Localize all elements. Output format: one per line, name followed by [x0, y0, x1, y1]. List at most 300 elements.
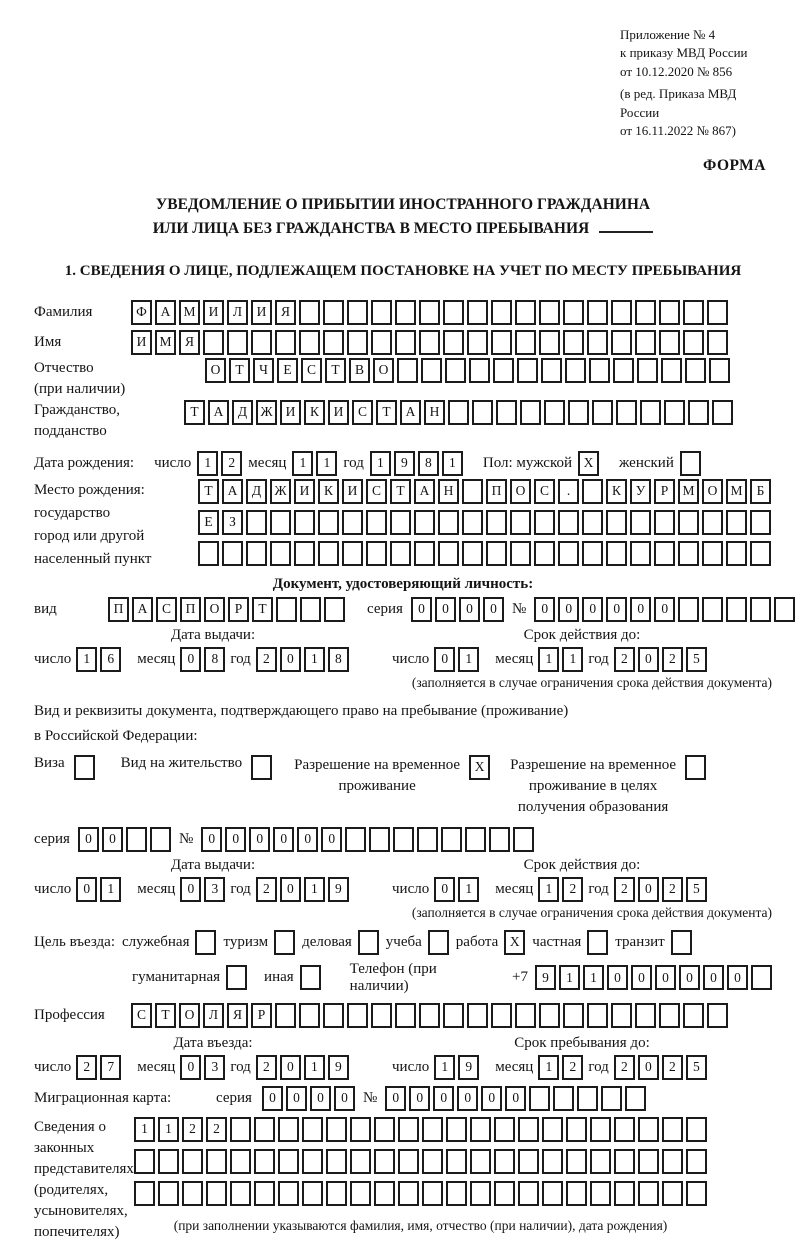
char-cell[interactable]: Т [198, 479, 219, 504]
char-cell[interactable] [726, 597, 747, 622]
char-cell[interactable] [517, 358, 538, 383]
char-cell[interactable] [246, 510, 267, 535]
char-cell[interactable] [565, 358, 586, 383]
char-cell[interactable] [635, 1003, 656, 1028]
char-cell[interactable] [685, 358, 706, 383]
char-cell[interactable] [491, 330, 512, 355]
char-cell[interactable] [577, 1086, 598, 1111]
char-cell[interactable]: 6 [100, 647, 121, 672]
char-cell[interactable]: 0 [435, 597, 456, 622]
char-cell[interactable] [158, 1181, 179, 1206]
char-cell[interactable]: С [366, 479, 387, 504]
char-cell[interactable]: . [558, 479, 579, 504]
char-cell[interactable] [661, 358, 682, 383]
char-cell[interactable]: 1 [434, 1055, 455, 1080]
purpose-commercial-checkbox[interactable] [358, 930, 379, 955]
char-cell[interactable] [707, 300, 728, 325]
char-cell[interactable] [678, 597, 699, 622]
char-cell[interactable]: Ж [270, 479, 291, 504]
char-cell[interactable] [539, 1003, 560, 1028]
char-cell[interactable]: 0 [411, 597, 432, 622]
char-cell[interactable] [299, 1003, 320, 1028]
char-cell[interactable] [398, 1117, 419, 1142]
char-cell[interactable] [323, 300, 344, 325]
char-cell[interactable]: Т [390, 479, 411, 504]
char-cell[interactable]: 0 [654, 597, 675, 622]
char-cell[interactable]: 1 [458, 877, 479, 902]
char-cell[interactable]: С [534, 479, 555, 504]
char-cell[interactable] [563, 330, 584, 355]
char-cell[interactable] [491, 1003, 512, 1028]
char-cell[interactable] [709, 358, 730, 383]
char-cell[interactable]: 0 [102, 827, 123, 852]
char-cell[interactable]: 0 [280, 647, 301, 672]
char-cell[interactable]: И [342, 479, 363, 504]
char-cell[interactable] [443, 330, 464, 355]
char-cell[interactable] [441, 827, 462, 852]
char-cell[interactable]: 0 [180, 1055, 201, 1080]
char-cell[interactable]: В [349, 358, 370, 383]
char-cell[interactable]: П [180, 597, 201, 622]
char-cell[interactable] [683, 1003, 704, 1028]
purpose-business-checkbox[interactable] [195, 930, 216, 955]
char-cell[interactable]: 0 [433, 1086, 454, 1111]
char-cell[interactable] [419, 1003, 440, 1028]
char-cell[interactable] [374, 1181, 395, 1206]
char-cell[interactable] [683, 300, 704, 325]
char-cell[interactable] [275, 330, 296, 355]
char-cell[interactable] [462, 510, 483, 535]
char-cell[interactable]: Д [232, 400, 253, 425]
char-cell[interactable]: Т [325, 358, 346, 383]
char-cell[interactable] [566, 1181, 587, 1206]
char-cell[interactable]: 1 [538, 877, 559, 902]
char-cell[interactable]: И [251, 300, 272, 325]
char-cell[interactable]: 0 [679, 965, 700, 990]
char-cell[interactable]: Е [198, 510, 219, 535]
char-cell[interactable] [299, 330, 320, 355]
char-cell[interactable] [323, 330, 344, 355]
char-cell[interactable]: 8 [204, 647, 225, 672]
char-cell[interactable] [750, 541, 771, 566]
char-cell[interactable] [630, 510, 651, 535]
char-cell[interactable] [371, 330, 392, 355]
char-cell[interactable] [582, 510, 603, 535]
char-cell[interactable] [302, 1149, 323, 1174]
char-cell[interactable]: Я [179, 330, 200, 355]
char-cell[interactable] [750, 597, 771, 622]
char-cell[interactable] [640, 400, 661, 425]
char-cell[interactable] [227, 330, 248, 355]
char-cell[interactable]: 1 [304, 1055, 325, 1080]
char-cell[interactable]: 0 [201, 827, 222, 852]
char-cell[interactable]: 0 [630, 597, 651, 622]
char-cell[interactable] [712, 400, 733, 425]
char-cell[interactable] [486, 510, 507, 535]
char-cell[interactable] [366, 541, 387, 566]
char-cell[interactable]: И [280, 400, 301, 425]
char-cell[interactable]: Т [184, 400, 205, 425]
char-cell[interactable] [563, 1003, 584, 1028]
char-cell[interactable]: С [352, 400, 373, 425]
char-cell[interactable]: 1 [292, 451, 313, 476]
char-cell[interactable]: 2 [614, 647, 635, 672]
char-cell[interactable]: Р [228, 597, 249, 622]
char-cell[interactable]: О [205, 358, 226, 383]
char-cell[interactable]: 0 [631, 965, 652, 990]
char-cell[interactable]: А [208, 400, 229, 425]
char-cell[interactable] [342, 510, 363, 535]
char-cell[interactable] [654, 541, 675, 566]
char-cell[interactable]: А [155, 300, 176, 325]
char-cell[interactable] [134, 1181, 155, 1206]
char-cell[interactable] [558, 541, 579, 566]
char-cell[interactable]: Р [251, 1003, 272, 1028]
purpose-study-checkbox[interactable] [428, 930, 449, 955]
char-cell[interactable]: И [328, 400, 349, 425]
char-cell[interactable]: 0 [483, 597, 504, 622]
char-cell[interactable] [326, 1149, 347, 1174]
char-cell[interactable] [515, 1003, 536, 1028]
char-cell[interactable]: 0 [582, 597, 603, 622]
char-cell[interactable]: Н [424, 400, 445, 425]
char-cell[interactable]: 0 [297, 827, 318, 852]
char-cell[interactable] [635, 330, 656, 355]
char-cell[interactable]: 9 [458, 1055, 479, 1080]
char-cell[interactable] [342, 541, 363, 566]
char-cell[interactable]: 0 [434, 647, 455, 672]
char-cell[interactable]: Я [275, 300, 296, 325]
char-cell[interactable] [491, 300, 512, 325]
char-cell[interactable] [198, 541, 219, 566]
char-cell[interactable]: 0 [481, 1086, 502, 1111]
char-cell[interactable]: 2 [662, 1055, 683, 1080]
char-cell[interactable]: М [726, 479, 747, 504]
char-cell[interactable] [654, 510, 675, 535]
char-cell[interactable]: 0 [334, 1086, 355, 1111]
char-cell[interactable] [513, 827, 534, 852]
char-cell[interactable]: 0 [273, 827, 294, 852]
char-cell[interactable] [300, 597, 321, 622]
char-cell[interactable] [203, 330, 224, 355]
char-cell[interactable]: Н [438, 479, 459, 504]
char-cell[interactable] [493, 358, 514, 383]
char-cell[interactable] [443, 300, 464, 325]
char-cell[interactable] [470, 1117, 491, 1142]
char-cell[interactable] [270, 541, 291, 566]
char-cell[interactable]: 1 [538, 1055, 559, 1080]
char-cell[interactable] [371, 1003, 392, 1028]
char-cell[interactable] [422, 1149, 443, 1174]
char-cell[interactable] [686, 1117, 707, 1142]
char-cell[interactable] [302, 1181, 323, 1206]
purpose-private-checkbox[interactable] [587, 930, 608, 955]
char-cell[interactable] [374, 1117, 395, 1142]
char-cell[interactable]: 1 [562, 647, 583, 672]
char-cell[interactable] [414, 510, 435, 535]
char-cell[interactable] [390, 510, 411, 535]
char-cell[interactable]: 7 [100, 1055, 121, 1080]
char-cell[interactable] [318, 510, 339, 535]
char-cell[interactable] [702, 597, 723, 622]
sex-male-checkbox[interactable]: X [578, 451, 599, 476]
char-cell[interactable] [398, 1149, 419, 1174]
char-cell[interactable] [637, 358, 658, 383]
char-cell[interactable] [510, 541, 531, 566]
char-cell[interactable] [254, 1181, 275, 1206]
char-cell[interactable]: 2 [662, 877, 683, 902]
char-cell[interactable] [534, 510, 555, 535]
char-cell[interactable] [638, 1149, 659, 1174]
char-cell[interactable]: А [222, 479, 243, 504]
char-cell[interactable] [467, 300, 488, 325]
char-cell[interactable] [515, 300, 536, 325]
char-cell[interactable] [582, 541, 603, 566]
char-cell[interactable]: 1 [442, 451, 463, 476]
char-cell[interactable]: А [132, 597, 153, 622]
char-cell[interactable]: У [630, 479, 651, 504]
char-cell[interactable] [702, 510, 723, 535]
char-cell[interactable] [659, 1003, 680, 1028]
char-cell[interactable] [590, 1181, 611, 1206]
char-cell[interactable] [563, 300, 584, 325]
char-cell[interactable]: 2 [662, 647, 683, 672]
char-cell[interactable]: 2 [221, 451, 242, 476]
char-cell[interactable] [350, 1117, 371, 1142]
char-cell[interactable] [568, 400, 589, 425]
char-cell[interactable] [369, 827, 390, 852]
char-cell[interactable] [254, 1149, 275, 1174]
char-cell[interactable]: 1 [458, 647, 479, 672]
char-cell[interactable] [614, 1117, 635, 1142]
char-cell[interactable]: 0 [249, 827, 270, 852]
char-cell[interactable]: С [131, 1003, 152, 1028]
char-cell[interactable]: О [204, 597, 225, 622]
char-cell[interactable]: 0 [225, 827, 246, 852]
char-cell[interactable]: 0 [727, 965, 748, 990]
char-cell[interactable]: 3 [204, 1055, 225, 1080]
char-cell[interactable] [686, 1149, 707, 1174]
char-cell[interactable] [606, 541, 627, 566]
char-cell[interactable] [678, 510, 699, 535]
char-cell[interactable] [518, 1181, 539, 1206]
char-cell[interactable] [558, 510, 579, 535]
char-cell[interactable] [611, 1003, 632, 1028]
char-cell[interactable]: М [155, 330, 176, 355]
char-cell[interactable]: 0 [505, 1086, 526, 1111]
char-cell[interactable] [302, 1117, 323, 1142]
char-cell[interactable]: 2 [562, 877, 583, 902]
char-cell[interactable]: 0 [638, 877, 659, 902]
purpose-humanitarian-checkbox[interactable] [226, 965, 247, 990]
char-cell[interactable] [206, 1149, 227, 1174]
char-cell[interactable]: 0 [457, 1086, 478, 1111]
char-cell[interactable]: 0 [286, 1086, 307, 1111]
char-cell[interactable] [446, 1117, 467, 1142]
char-cell[interactable]: 0 [459, 597, 480, 622]
char-cell[interactable] [553, 1086, 574, 1111]
char-cell[interactable] [350, 1149, 371, 1174]
char-cell[interactable]: 0 [385, 1086, 406, 1111]
char-cell[interactable]: О [373, 358, 394, 383]
char-cell[interactable]: 0 [280, 1055, 301, 1080]
char-cell[interactable]: 1 [304, 647, 325, 672]
char-cell[interactable]: И [131, 330, 152, 355]
char-cell[interactable]: Т [376, 400, 397, 425]
char-cell[interactable] [318, 541, 339, 566]
char-cell[interactable] [254, 1117, 275, 1142]
char-cell[interactable]: 2 [206, 1117, 227, 1142]
char-cell[interactable]: Ч [253, 358, 274, 383]
char-cell[interactable] [510, 510, 531, 535]
char-cell[interactable]: М [179, 300, 200, 325]
char-cell[interactable] [347, 1003, 368, 1028]
char-cell[interactable] [659, 330, 680, 355]
char-cell[interactable]: 0 [638, 1055, 659, 1080]
char-cell[interactable] [630, 541, 651, 566]
char-cell[interactable]: 5 [686, 647, 707, 672]
char-cell[interactable]: К [304, 400, 325, 425]
char-cell[interactable] [664, 400, 685, 425]
char-cell[interactable] [395, 330, 416, 355]
char-cell[interactable] [616, 400, 637, 425]
char-cell[interactable] [590, 1117, 611, 1142]
char-cell[interactable] [496, 400, 517, 425]
char-cell[interactable] [614, 1181, 635, 1206]
char-cell[interactable] [683, 330, 704, 355]
char-cell[interactable]: 1 [304, 877, 325, 902]
char-cell[interactable] [751, 965, 772, 990]
char-cell[interactable] [326, 1117, 347, 1142]
char-cell[interactable] [270, 510, 291, 535]
char-cell[interactable]: 0 [434, 877, 455, 902]
char-cell[interactable] [222, 541, 243, 566]
char-cell[interactable] [614, 1149, 635, 1174]
char-cell[interactable] [395, 1003, 416, 1028]
char-cell[interactable] [422, 1181, 443, 1206]
char-cell[interactable] [345, 827, 366, 852]
char-cell[interactable] [326, 1181, 347, 1206]
purpose-tourism-checkbox[interactable] [274, 930, 295, 955]
char-cell[interactable] [438, 541, 459, 566]
char-cell[interactable] [390, 541, 411, 566]
char-cell[interactable] [542, 1149, 563, 1174]
char-cell[interactable] [294, 510, 315, 535]
char-cell[interactable] [659, 300, 680, 325]
edu-permit-checkbox[interactable] [685, 755, 706, 780]
char-cell[interactable] [542, 1117, 563, 1142]
char-cell[interactable] [606, 510, 627, 535]
char-cell[interactable] [726, 541, 747, 566]
char-cell[interactable] [469, 358, 490, 383]
visa-checkbox[interactable] [74, 755, 95, 780]
char-cell[interactable] [688, 400, 709, 425]
char-cell[interactable] [347, 330, 368, 355]
char-cell[interactable] [592, 400, 613, 425]
char-cell[interactable] [446, 1181, 467, 1206]
char-cell[interactable] [702, 541, 723, 566]
char-cell[interactable] [589, 358, 610, 383]
char-cell[interactable] [393, 827, 414, 852]
char-cell[interactable]: П [486, 479, 507, 504]
char-cell[interactable]: Я [227, 1003, 248, 1028]
char-cell[interactable] [230, 1181, 251, 1206]
char-cell[interactable]: 1 [559, 965, 580, 990]
char-cell[interactable] [395, 300, 416, 325]
char-cell[interactable] [470, 1149, 491, 1174]
char-cell[interactable] [518, 1117, 539, 1142]
char-cell[interactable] [566, 1149, 587, 1174]
char-cell[interactable] [470, 1181, 491, 1206]
char-cell[interactable] [539, 300, 560, 325]
char-cell[interactable] [494, 1181, 515, 1206]
char-cell[interactable]: 0 [606, 597, 627, 622]
char-cell[interactable]: З [222, 510, 243, 535]
char-cell[interactable] [472, 400, 493, 425]
char-cell[interactable]: С [301, 358, 322, 383]
char-cell[interactable] [206, 1181, 227, 1206]
char-cell[interactable] [686, 1181, 707, 1206]
char-cell[interactable] [350, 1181, 371, 1206]
char-cell[interactable]: 9 [328, 1055, 349, 1080]
char-cell[interactable]: 0 [558, 597, 579, 622]
char-cell[interactable]: 8 [328, 647, 349, 672]
char-cell[interactable] [707, 330, 728, 355]
char-cell[interactable] [126, 827, 147, 852]
char-cell[interactable] [251, 330, 272, 355]
char-cell[interactable] [158, 1149, 179, 1174]
char-cell[interactable] [438, 510, 459, 535]
char-cell[interactable]: 9 [328, 877, 349, 902]
char-cell[interactable] [611, 300, 632, 325]
char-cell[interactable] [515, 330, 536, 355]
char-cell[interactable] [467, 330, 488, 355]
char-cell[interactable] [534, 541, 555, 566]
char-cell[interactable] [421, 358, 442, 383]
char-cell[interactable] [541, 358, 562, 383]
char-cell[interactable]: 0 [76, 877, 97, 902]
char-cell[interactable]: Л [227, 300, 248, 325]
char-cell[interactable]: 1 [100, 877, 121, 902]
char-cell[interactable] [520, 400, 541, 425]
char-cell[interactable] [529, 1086, 550, 1111]
char-cell[interactable] [750, 510, 771, 535]
char-cell[interactable]: 0 [321, 827, 342, 852]
char-cell[interactable] [276, 597, 297, 622]
char-cell[interactable]: 1 [197, 451, 218, 476]
char-cell[interactable] [638, 1117, 659, 1142]
char-cell[interactable]: 1 [583, 965, 604, 990]
char-cell[interactable]: К [318, 479, 339, 504]
char-cell[interactable] [494, 1149, 515, 1174]
sex-female-checkbox[interactable] [680, 451, 701, 476]
char-cell[interactable] [182, 1149, 203, 1174]
purpose-transit-checkbox[interactable] [671, 930, 692, 955]
char-cell[interactable] [422, 1117, 443, 1142]
char-cell[interactable] [566, 1117, 587, 1142]
char-cell[interactable] [489, 827, 510, 852]
char-cell[interactable]: 0 [78, 827, 99, 852]
char-cell[interactable] [774, 597, 795, 622]
char-cell[interactable]: Ж [256, 400, 277, 425]
residence-permit-checkbox[interactable] [251, 755, 272, 780]
char-cell[interactable] [230, 1117, 251, 1142]
char-cell[interactable]: О [179, 1003, 200, 1028]
char-cell[interactable]: И [294, 479, 315, 504]
purpose-other-checkbox[interactable] [300, 965, 321, 990]
char-cell[interactable] [518, 1149, 539, 1174]
char-cell[interactable]: 1 [370, 451, 391, 476]
